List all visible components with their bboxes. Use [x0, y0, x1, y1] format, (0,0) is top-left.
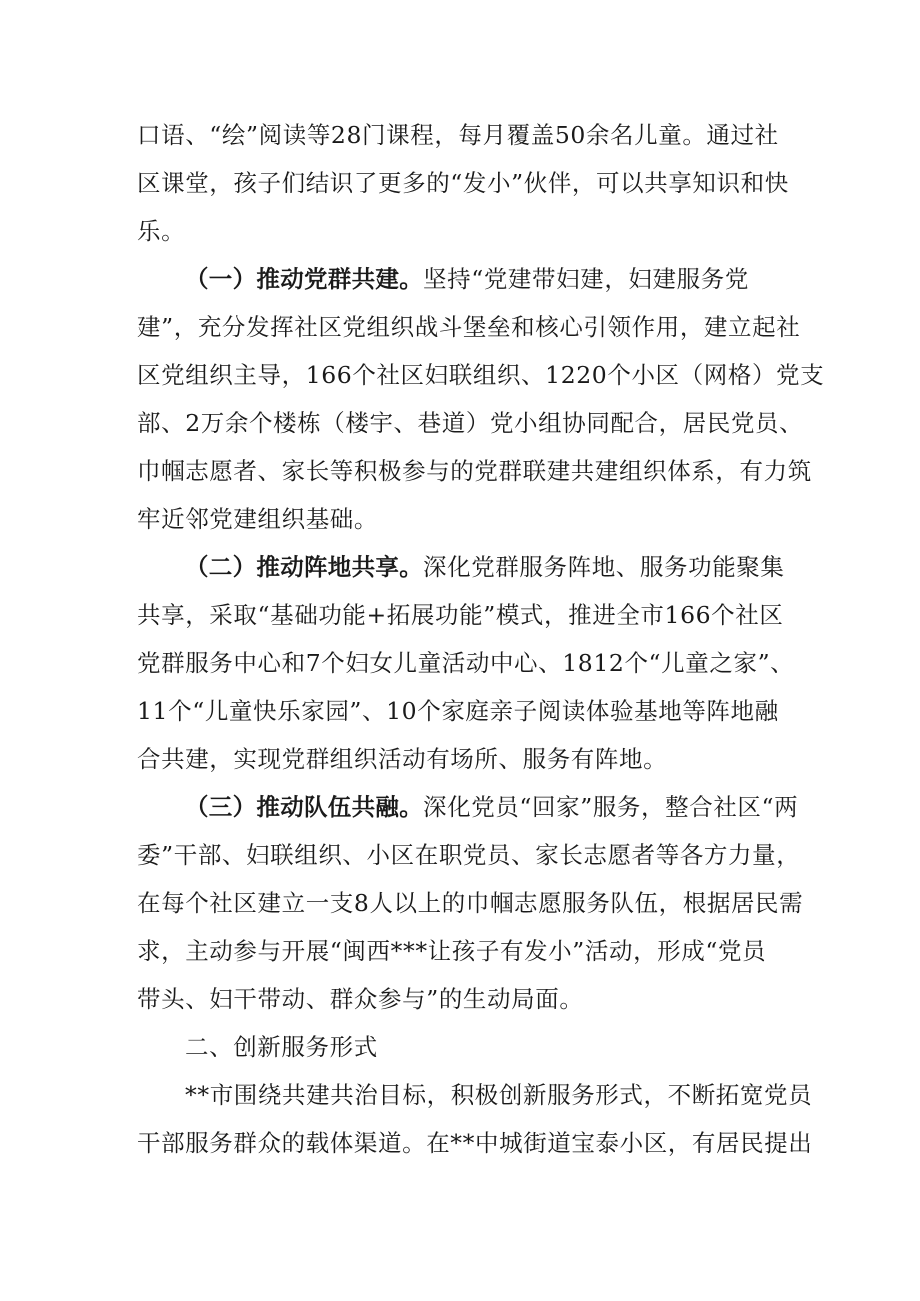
section-first-line — [137, 255, 797, 303]
section-first-line-text: 坚持“党建带妇建，妇建服务党 — [423, 265, 749, 293]
text-line: 牢近邻党建组织基础。 — [137, 505, 378, 533]
chapter-heading: 二、创新服务形式 — [185, 1033, 378, 1061]
text-line: 区课堂，孩子们结识了更多的“发小”伙伴，可以共享知识和快 — [137, 169, 789, 197]
text-line: 建”，充分发挥社区党组织战斗堡垒和核心引领作用，建立起社 — [137, 313, 801, 341]
text-line: 干部服务群众的载体渠道。在**中城街道宝泰小区，有居民提出 — [137, 1129, 813, 1157]
section-first-line-text: 深化党员“回家”服务，整合社区“两 — [423, 793, 799, 821]
text-line: 在每个社区建立一支8人以上的巾帼志愿服务队伍，根据居民需 — [137, 889, 804, 917]
text-line: 巾帼志愿者、家长等积极参与的党群联建共建组织体系，有力筑 — [137, 457, 812, 485]
section-heading: （二）推动阵地共享。 — [185, 553, 423, 581]
section-heading: （三）推动队伍共融。 — [185, 793, 423, 821]
text-line: 共享，采取“基础功能+拓展功能”模式，推进全市166个社区 — [137, 601, 784, 629]
text-line: 委”干部、妇联组织、小区在职党员、家长志愿者等各方力量， — [137, 841, 801, 869]
text-line: 求，主动参与开展“闽西***让孩子有发小”活动，形成“党员 — [137, 937, 767, 965]
text-line: 区党组织主导，166个社区妇联组织、1220个小区（网格）党支 — [137, 361, 825, 389]
paragraph-final — [137, 1071, 813, 1167]
section-heading: （一）推动党群共建。 — [185, 265, 423, 293]
paragraph-intro — [137, 111, 797, 255]
text-line: 党群服务中心和7个妇女儿童活动中心、1812个“儿童之家”、 — [137, 649, 795, 677]
text-line: 部、2万余个楼栋（楼宇、巷道）党小组协同配合，居民党员、 — [137, 409, 804, 437]
text-line: 乐。 — [137, 217, 186, 245]
text-line: **市围绕共建共治目标，积极创新服务形式，不断拓宽党员 — [185, 1081, 813, 1109]
section-heading-innovation — [137, 1023, 797, 1071]
section-party-mass-co-building — [137, 255, 825, 543]
section-team-integration — [137, 783, 804, 1023]
section-first-line — [137, 783, 797, 831]
text-line: 带头、妇干带动、群众参与”的生动局面。 — [137, 985, 584, 1013]
text-line: 合共建，实现党群组织活动有场所、服务有阵地。 — [137, 745, 668, 773]
document-body — [137, 111, 825, 1167]
section-first-line — [137, 543, 797, 591]
section-first-line-text: 深化党群服务阵地、服务功能聚集 — [423, 553, 785, 581]
text-line: 11个“儿童快乐家园”、10个家庭亲子阅读体验基地等阵地融 — [137, 697, 779, 725]
section-position-sharing — [137, 543, 797, 783]
text-line: 口语、“绘”阅读等28门课程，每月覆盖50余名儿童。通过社 — [137, 121, 779, 149]
